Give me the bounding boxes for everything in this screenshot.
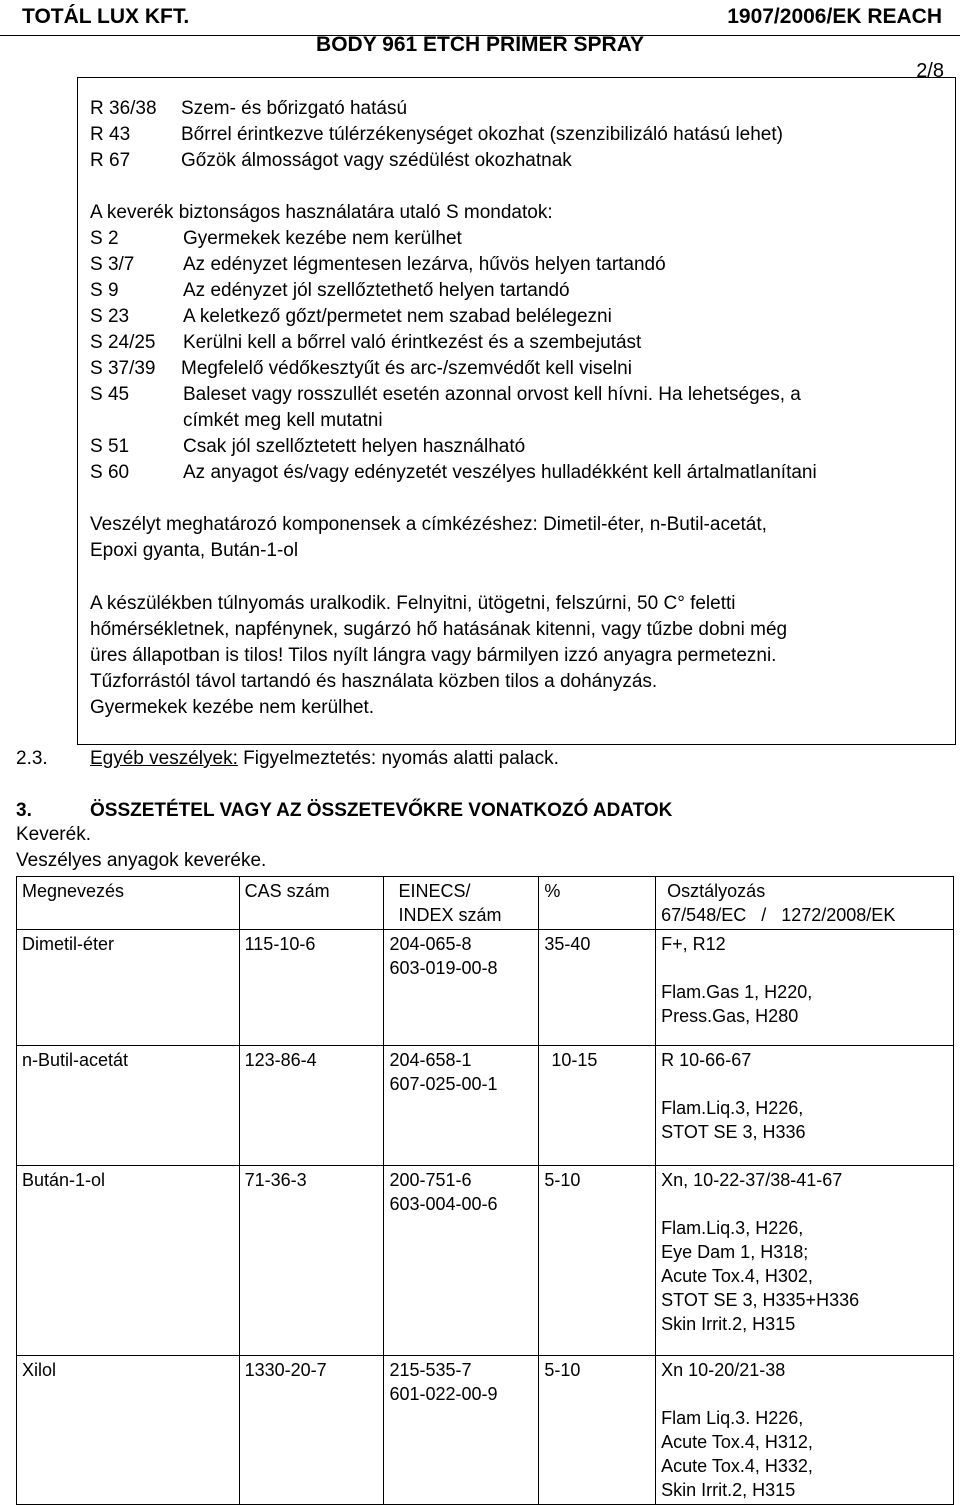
s-code: S 37/39 [90,358,156,379]
product-name: BODY 961 ETCH PRIMER SPRAY [316,33,644,56]
s-text: Gyermekek kezébe nem kerülhet [183,228,462,249]
header-class-line: 67/548/EC / 1272/2008/EK [661,905,896,925]
cell-percent: 35-40 [539,930,656,1046]
s-code: S 24/25 [90,332,156,353]
r-text: Szem- és bőrizgató hatású [181,98,408,119]
warning-line: A készülékben túlnyomás uralkodik. Felnyitni, ütögetni, felszúrni, 50 C° feletti [90,593,736,614]
cell-name: Bután-1-ol [17,1166,240,1356]
cell-ids [384,1166,539,1356]
cell-id-line: 603-004-00-6 [389,1194,498,1214]
s-text: Csak jól szellőztetett helyen használható [183,436,526,457]
class-line [661,1192,948,1216]
class-line: STOT SE 3, H335+H336 [661,1290,860,1310]
class-line: Flam.Gas 1, H220, [661,982,813,1002]
cell-percent: 5-10 [539,1166,656,1356]
table-row [17,1356,954,1505]
header-percent: % [539,877,656,930]
s-code: S 9 [90,280,119,301]
class-line: F+, R12 [661,934,726,954]
class-line: Flam.Liq.3, H226, [661,1218,804,1238]
cell-cas: 115-10-6 [239,930,384,1046]
section-number: 2.3. [16,748,48,769]
class-line: STOT SE 3, H336 [661,1122,806,1142]
cell-cas: 123-86-4 [239,1046,384,1166]
s-text: Az edényzet légmentesen lezárva, hűvös helyen tartandó [183,254,666,275]
class-line: Acute Tox.4, H332, [661,1456,813,1476]
cell-name: n-Butil-acetát [17,1046,240,1166]
class-line: Xn 10-20/21-38 [661,1360,786,1380]
cell-id-line: 601-022-00-9 [389,1384,498,1404]
cell-id-line: 204-658-1 [389,1050,472,1070]
page-number: 2/8 [916,60,944,82]
section-2-3-content [90,748,559,770]
mixture-description: Veszélyes anyagok keveréke. [16,850,267,871]
r-text: Bőrrel érintkezve túlérzékenységet okozhat (szenzibilizáló hatású lehet) [181,124,783,145]
hazard-components-line: Veszélyt meghatározó komponensek a címkézéshez: Dimetil-éter, n-Butil-acetát, [90,514,767,535]
header-cas: CAS szám [239,877,384,930]
section-3-title: ÖSSZETÉTEL VAGY AZ ÖSSZETEVŐKRE VONATKOZÓ ADATOK [90,800,673,821]
cell-id-line: 204-065-8 [389,934,472,954]
section-2-3-text: Figyelmeztetés: nyomás alatti palack. [243,748,559,769]
class-line: Eye Dam 1, H318; [661,1242,809,1262]
s-text: Az anyagot és/vagy edényzetét veszélyes hulladékként kell ártalmatlanítani [183,462,817,483]
class-line [661,1382,948,1406]
s-text: Megfelelő védőkesztyűt és arc-/szemvédőt kell viselni [181,358,632,379]
section-2-3-label: Egyéb veszélyek: [90,748,238,769]
header-einecs [384,877,539,930]
table-row [17,1166,954,1356]
cell-percent: 10-15 [539,1046,656,1166]
hazard-components-line: Epoxi gyanta, Bután-1-ol [90,540,299,561]
warning-line: üres állapotban is tilos! Tilos nyílt lángra vagy bármilyen izzó anyagra permetezni. [90,645,777,666]
cell-percent: 5-10 [539,1356,656,1505]
cell-classification [656,1046,954,1166]
cell-id-line: 607-025-00-1 [389,1074,498,1094]
warning-line: hőmérsékletnek, napfénynek, sugárzó hő hatásának kitenni, vagy tűzbe dobni még [90,619,788,640]
warning-line: Tűzforrástól távol tartandó és használata közben tilos a dohányzás. [90,671,658,692]
document-header [0,0,960,82]
r-code: R 43 [90,124,131,145]
cell-ids [384,1356,539,1505]
s-text: A keletkező gőzt/permetet nem szabad belélegezni [183,306,612,327]
class-line: Acute Tox.4, H302, [661,1266,813,1286]
header-classification [656,877,954,930]
class-line: Xn, 10-22-37/38-41-67 [661,1170,843,1190]
cell-ids [384,930,539,1046]
s-intro: A keverék biztonságos használatára utaló S mondatok: [90,202,553,223]
class-line [661,1072,948,1096]
r-code: R 67 [90,150,131,171]
class-line: Skin Irrit.2, H315 [661,1480,796,1500]
cell-classification [656,1166,954,1356]
class-line: R 10-66-67 [661,1050,752,1070]
s-text: Kerülni kell a bőrrel való érintkezést és a szembejutást [183,332,642,353]
s-text: Az edényzet jól szellőztethető helyen tartandó [183,280,570,301]
s-text-continued: címkét meg kell mutatni [183,410,383,431]
s-code: S 23 [90,306,130,327]
cell-cas: 1330-20-7 [239,1356,384,1505]
table-row [17,930,954,1046]
section-number: 3. [16,800,32,821]
table-header-row [17,877,954,930]
regulation-label: 1907/2006/EK REACH [727,5,942,28]
composition-table [16,876,954,1505]
header-class-line: Osztályozás [667,881,766,901]
cell-id-line: 603-019-00-8 [389,958,498,978]
class-line: Press.Gas, H280 [661,1006,799,1026]
class-line: Skin Irrit.2, H315 [661,1314,796,1334]
class-line: Flam.Liq.3, H226, [661,1098,804,1118]
header-einecs-line: EINECS/ [398,881,471,901]
header-einecs-line: INDEX szám [398,905,502,925]
cell-classification [656,930,954,1046]
class-line [661,956,948,980]
r-text: Gőzök álmosságot vagy szédülést okozhatnak [181,150,572,171]
cell-cas: 71-36-3 [239,1166,384,1356]
company-name: TOTÁL LUX KFT. [22,5,190,28]
s-code: S 60 [90,462,130,483]
r-code: R 36/38 [90,98,157,119]
cell-name: Dimetil-éter [17,930,240,1046]
cell-classification [656,1356,954,1505]
s-code: S 51 [90,436,130,457]
s-code: S 3/7 [90,254,135,275]
table-row [17,1046,954,1166]
header-name: Megnevezés [17,877,240,930]
cell-id-line: 200-751-6 [389,1170,472,1190]
cell-name: Xilol [17,1356,240,1505]
mixture-line: Keverék. [16,824,91,845]
class-line: Flam Liq.3. H226, [661,1408,804,1428]
s-text: Baleset vagy rosszullét esetén azonnal orvost kell hívni. Ha lehetséges, a [183,384,801,405]
cell-ids [384,1046,539,1166]
warning-line: Gyermekek kezébe nem kerülhet. [90,697,375,718]
s-code: S 2 [90,228,119,249]
s-code: S 45 [90,384,130,405]
cell-id-line: 215-535-7 [389,1360,472,1380]
class-line: Acute Tox.4, H312, [661,1432,813,1452]
